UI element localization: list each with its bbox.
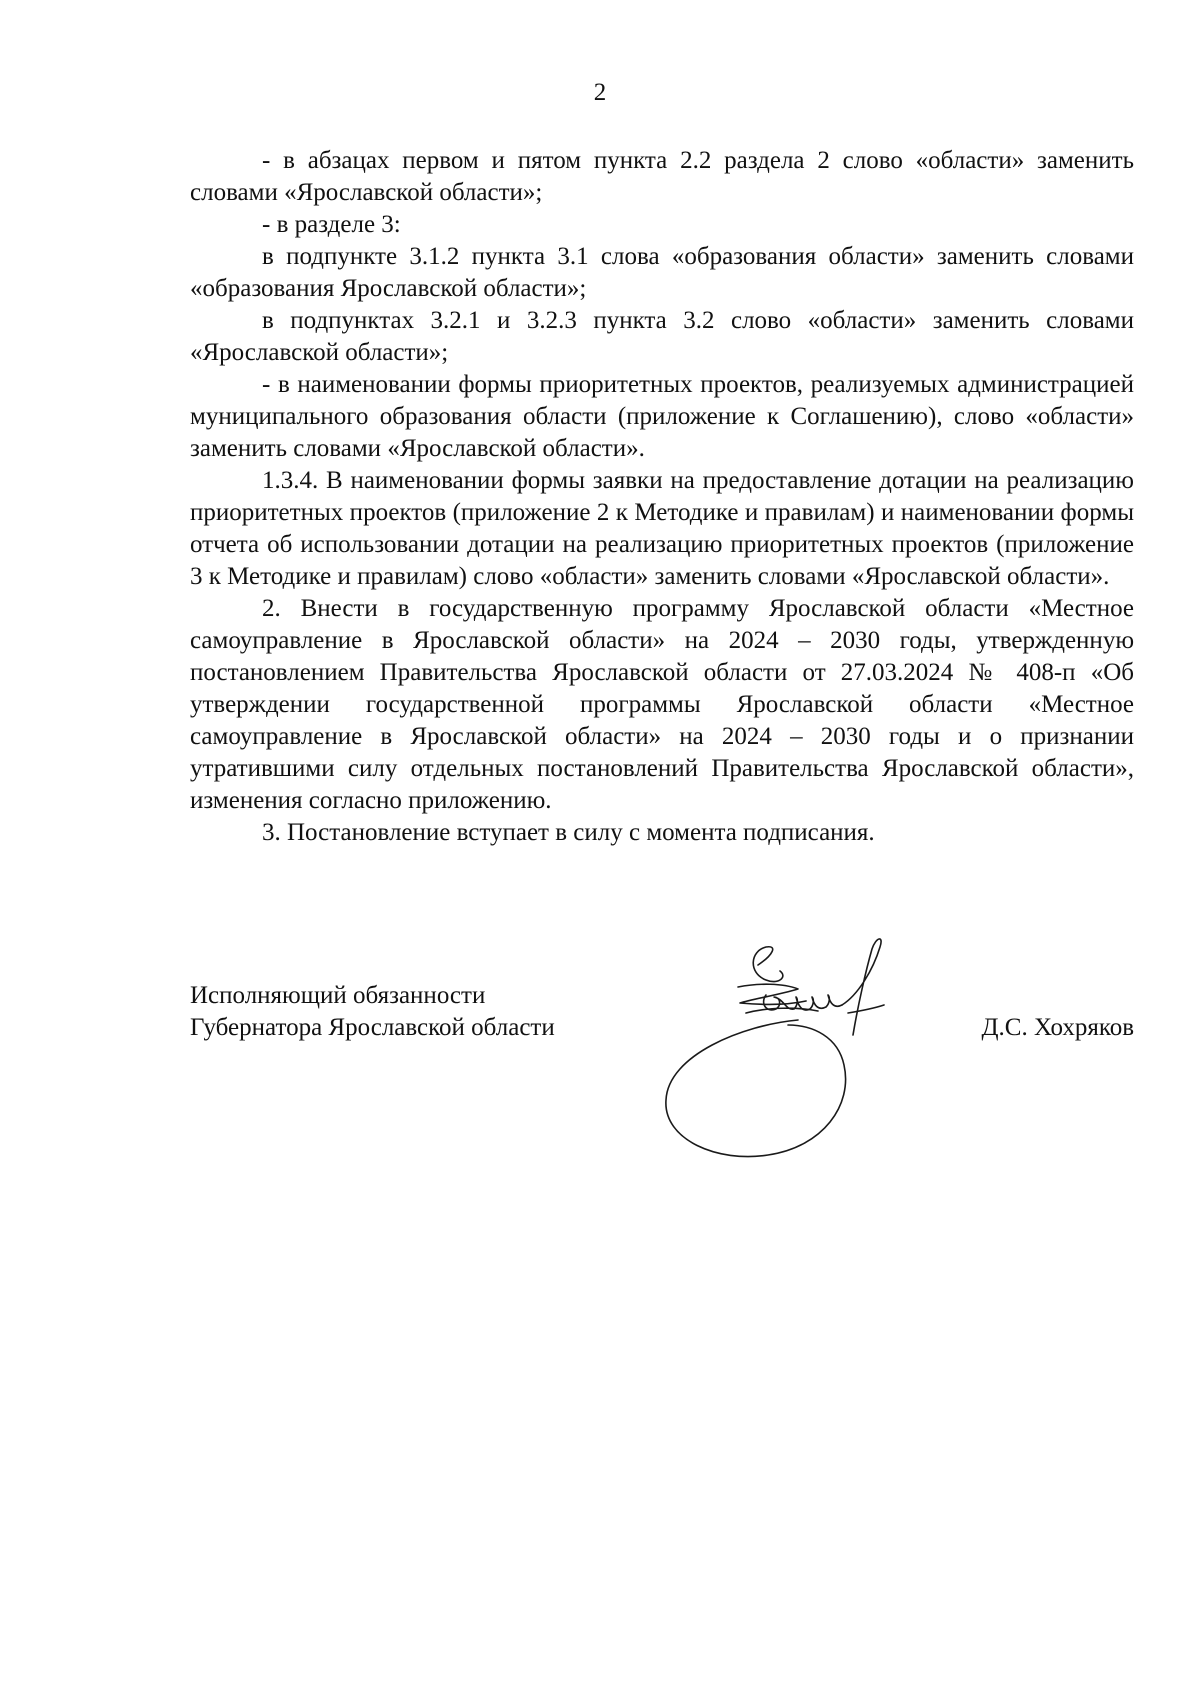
handwritten-signature	[648, 925, 948, 1175]
signer-position-line2: Губернатора Ярославской области	[190, 1014, 555, 1041]
page-number: 2	[593, 79, 607, 106]
paragraph: 2. Внести в государственную программу Ярославской области «Местное самоуправление в Ярославской области» на 2024 – 2030 годы, утвержденную постановлением Правительства Ярославской области от 27.03.2024 № 408-п «Об утверждении государственной программы Ярославской области «Местное самоуправление в Ярославской области» на 2024 – 2030 годы и о признании утратившими силу отдельных постановлений Правительства Ярославской области», изменения согласно приложению.	[190, 595, 1134, 814]
signer-position-line1: Исполняющий обязанности	[190, 982, 486, 1009]
signer-position	[190, 980, 555, 1044]
paragraph: в подпункте 3.1.2 пункта 3.1 слова «образования области» заменить словами «образования Ярославской области»;	[190, 243, 1134, 302]
paragraph: 1.3.4. В наименовании формы заявки на предоставление дотации на реализацию приоритетных проектов (приложение 2 к Методике и правилам) и наименовании формы отчета об использовании дотации на реализацию приоритетных проектов (приложение 3 к Методике и правилам) слово «области» заменить словами «Ярославской области».	[190, 467, 1134, 590]
paragraph: - в разделе 3:	[262, 211, 401, 238]
paragraph: в подпунктах 3.2.1 и 3.2.3 пункта 3.2 слово «области» заменить словами «Ярославской области»;	[190, 307, 1134, 366]
paragraph: - в абзацах первом и пятом пункта 2.2 раздела 2 слово «области» заменить словами «Ярославской области»;	[190, 147, 1134, 206]
signature-block	[190, 980, 1134, 1180]
paragraph: - в наименовании формы приоритетных проектов, реализуемых администрацией муниципального образования области (приложение к Соглашению), слово «области» заменить словами «Ярославской области».	[190, 371, 1134, 462]
paragraph: 3. Постановление вступает в силу с момента подписания.	[262, 819, 875, 846]
document-body	[190, 145, 1134, 849]
signer-name: Д.С. Хохряков	[981, 1014, 1134, 1041]
